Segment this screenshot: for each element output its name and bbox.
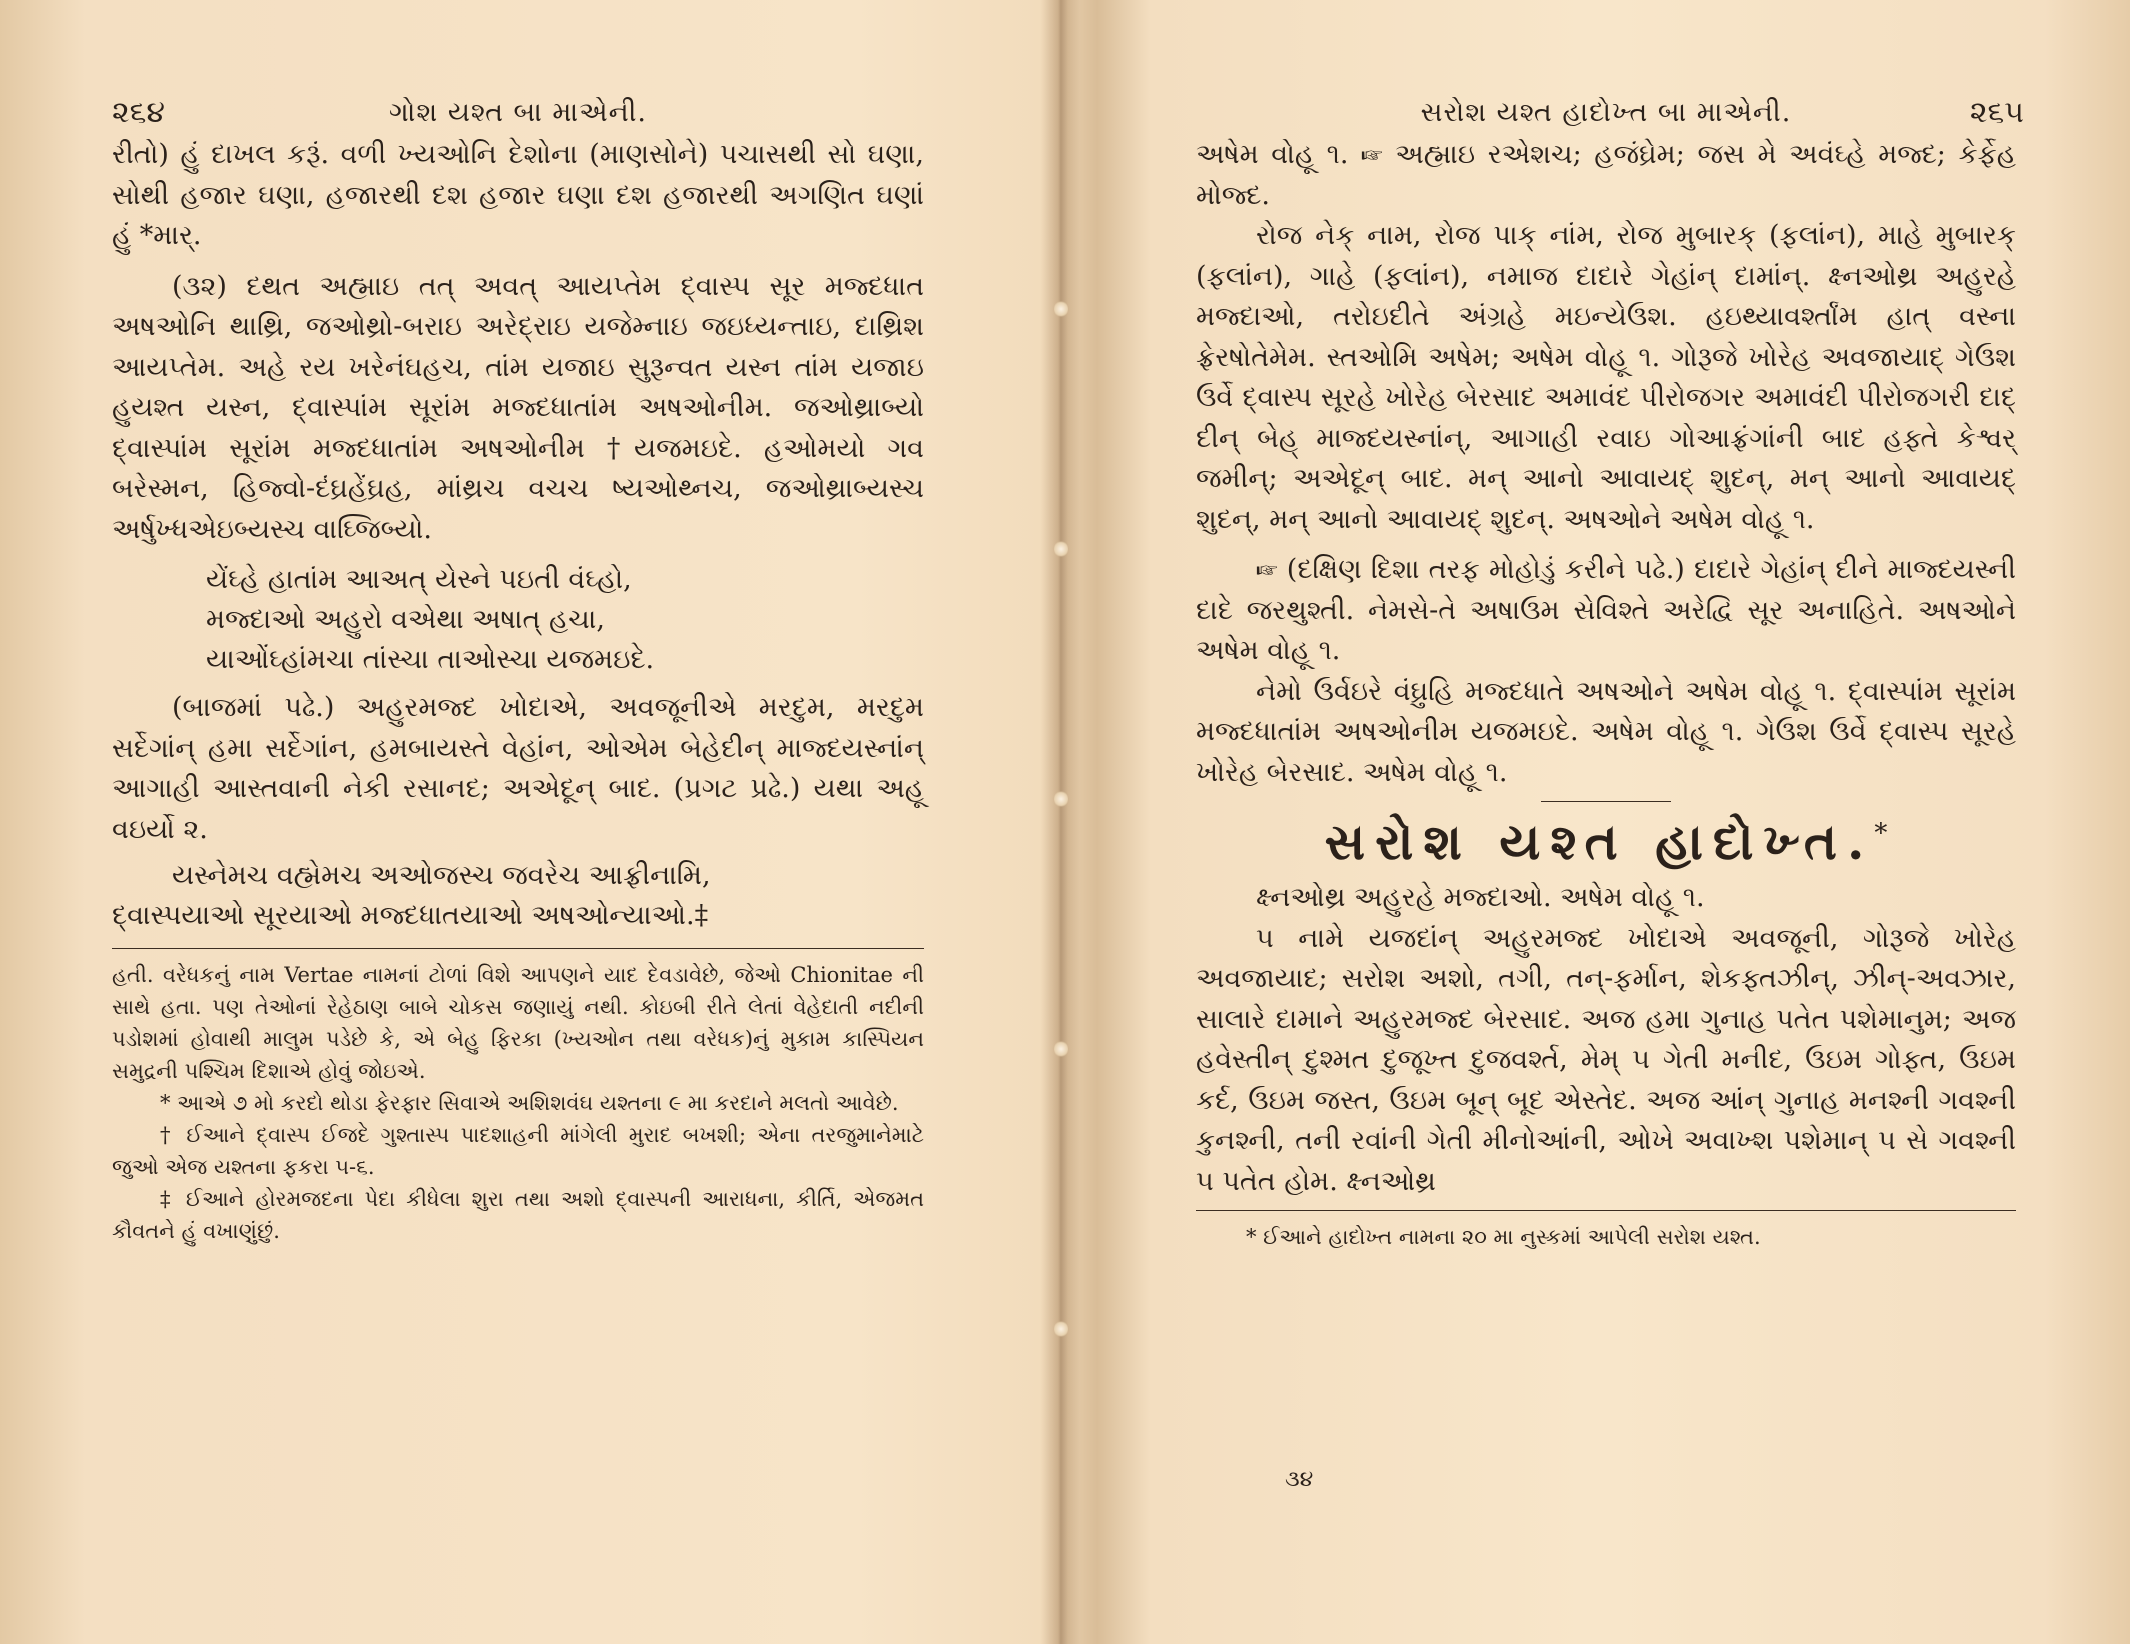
running-title: ગોશ યશ્ત બા માએની. <box>388 97 648 128</box>
right-body <box>1196 135 2016 793</box>
right-page <box>1196 95 2024 1253</box>
binding-stitch <box>1054 790 1068 808</box>
footnote-divider <box>112 948 924 949</box>
section-divider <box>1541 801 1671 802</box>
running-title: સરોશ યશ્ત હાદોખ્ત બા માએની. <box>1420 97 1792 128</box>
footnote: * ઈઆને હાદોખ્ત નામના ૨૦ મા નુસ્કમાં આપેલી સરોશ યશ્ત. <box>1246 1225 1761 1249</box>
left-body-2 <box>112 688 924 850</box>
verse-block <box>112 560 924 680</box>
paragraph: (બાજમાં પઢે.) અહુરમજ્દ ખોદાએ, અવજૂનીએ મરદુમ, મરદુમ સર્દેગાંન્ હમા સર્દેગાંન, હમબાયસ્તે વેહાંન, ઓએમ બેહેદીન્ માજ્દયસ્નાંન્ આગાહી આસ્તવાની નેકી રસાનદ; અએદૂન્ બાદ. (પ્રગટ પ્રઢે.) યથા અહૂ વઇર્યો ૨. <box>112 692 924 845</box>
section-title-text: સરોશ યશ્ત હાદોખ્ત. <box>1324 812 1875 871</box>
footnotes <box>1196 1221 2016 1253</box>
footnote: હતી. વરેધકનું નામ Vertae નામનાં ટોળાં વિશે આપણને યાદ દેવડાવેછે, જેઓ Chionitae ની સાથે હતા. પણ તેઓનાં રેહેઠાણ બાબે ચોકસ જણાયું નથી. કોઇબી રીતે લેતાં વેહેદાતી નદીની પડોશમાં હોવાથી માલુમ પડેછે કે, એ બેહુ ફિરકા (ખ્યઓન તથા વરેધક)નું મુકામ કાસ્પિયન સમુદ્રની પશ્ચિમ દિશાએ હોવું જોઇએ. <box>112 963 924 1083</box>
binding-stitch <box>1054 1040 1068 1058</box>
signature-mark: ૩૪ <box>1285 1467 1314 1492</box>
section-body <box>1196 878 2016 1202</box>
paragraph: ૫ નામે યજદાંન્ અહુરમજ્દ ખોદાએ અવજૂની, ગોરૂજે ખોરેહ અવજાયાદ; સરોશ અશો, તગી, તન્-ફર્માન, શેકફ્તઝીન્, ઝીન્-અવઝાર, સાલારે દામાને અહુરમજ્દ બેરસાદ. અજ હમા ગુનાહ પતેત પશેમાનુમ; અજ હવેસ્તીન્ દુશ્મત દુજૂખ્ત દુજવર્શ્ત, મેમ્ ૫ ગેતી મનીદ, ઉઇમ ગોફ્ત, ઉઇમ કર્દ, ઉઇમ જસ્ત, ઉઇમ બૂન્ બૂદ એસ્તેદ. અજ આંન્ ગુનાહ મનશ્ની ગવશ્ની કુનશ્ની, તની રવાંની ગેતી મીનોઆંની, ઓખે અવાખ્શ પશેમાન્ ૫ સે ગવશ્ની ૫ પતેત હોમ. ક્ષ્નઓથ્ર <box>1196 922 2016 1197</box>
running-head <box>1196 95 2024 135</box>
verse-line: દ્‌વાસ્પયાઓ સૂરયાઓ મજ્દધાતયાઓ અષઓન્યાઓ.‡ <box>112 900 709 931</box>
verse-line: યાઓંઘ્હાંમચા તાંસ્ચા તાઓસ્ચા યજમઇદે. <box>206 644 655 675</box>
left-page <box>112 95 924 1247</box>
closing-verse <box>112 856 924 936</box>
binding-stitch <box>1054 300 1068 318</box>
book-gutter <box>1040 0 1080 1644</box>
binding-stitch <box>1054 540 1068 558</box>
footnote-divider <box>1196 1210 2016 1211</box>
paragraph: રીતો) હું દાખલ કરૂં. વળી ખ્યઓનિ દેશોના (માણસોને) પચાસથી સો ઘણા, સોથી હજાર ઘણા, હજારથી દશ હજાર ઘણા દશ હજારથી અગણિત ઘણાં હું *માર્‌. <box>112 139 924 251</box>
paragraph: ક્ષ્નઓથ્ર અહુરહે મજ્દાઓ. અષેમ વોહૂ ૧. <box>1256 882 1705 913</box>
footnote-marker: * <box>1874 818 1888 849</box>
paragraph: નેમો ઉર્વઇરે વંઘ્રુહિ મજ્દધાતે અષઓને અષેમ વોહૂ ૧. દ્‌વાસ્પાંમ સૂરાંમ મજ્દધાતાંમ અષઓનીમ યજમઇદે. અષેમ વોહૂ ૧. ગેઉશ ઉર્વે દ્‌વાસ્પ સૂરહે ખોરેહ બેરસાદ. અષેમ વોહૂ ૧. <box>1196 675 2016 788</box>
paragraph: ☞ (દક્ષિણ દિશા તરફ મોહોડું કરીને પઢે.) દાદારે ગેહાંન્ દીને માજ્દયસ્ની દાદે જરથુશ્તી. નેમસે-તે અષાઉમ સેવિશ્તે અરેદ્વિ સૂર અનાહિતે. અષઓને અષેમ વોહૂ ૧. <box>1196 554 2016 666</box>
footnote: † ઈઆને દ્‌વાસ્પ ઈજદે ગુશ્તાસ્પ પાદશાહની માંગેલી મુરાદ બખશી; એના તરજુમાનેમાટે જુઓ એજ યશ્તના ફકરા ૫-૬. <box>112 1123 924 1179</box>
left-body <box>112 135 924 550</box>
verse-line: મજ્દાઓ અહુરો વએથા અષાત્ હચા, <box>206 604 605 635</box>
binding-stitch <box>1054 1320 1068 1338</box>
paragraph: રોજ નેક્ નામ, રોજ પાક્ નાંમ, રોજ મુબારક્ (ફલાંન), માહે મુબારક્ (ફલાંન), ગાહે (ફલાંન), નમાજ દાદારે ગેહાંન્ દામાંન્. ક્ષ્નઓથ્ર અહુરહે મજ્દાઓ, તરોઇદીતે અંગ્રહે મઇન્યેઉશ. હઇથ્યાવર્શ્તાંમ હાત્ વસ્ના ફ્રેરષોતેમેમ. સ્તઓમિ અષેમ; અષેમ વોહૂ ૧. ગોરૂજે ખોરેહ અવજાયાદ્ ગેઉશ ઉર્વે દ્‌વાસ્પ સૂરહે ખોરેહ બેરસાદ અમાવંદ પીરોજગર અમાવંદી પીરોજગરી દાદ્ દીન્ બેહ્ માજ્દયસ્નાંન્, આગાહી રવાઇ ગોઆફ્રંગાંની બાદ હફ્તે કેશ્વર્ જમીન્; અએદૂન્ બાદ. મન્ આનો આવાયદ્ શુદન્, મન્ આનો આવાયદ્ શુદન્, મન્ આનો આવાયદ્ શુદન્. અષઓને અષેમ વોહૂ ૧. <box>1196 220 2016 535</box>
verse-line: યેંઘ્હે હાતાંમ આઅત્ યેસ્ને પઇતી વંઘ્હો, <box>206 564 632 595</box>
footnotes <box>112 959 924 1247</box>
paragraph: (૩૨) દથત અહ્માઇ તત્ અવત્ આયપ્તેમ દ્‌વાસ્પ સૂર મજ્દધાત અષઓનિ થાથ્રિ, જઓથ્રો-બરાઇ અરેદ્‌રાઇ યજેમ્નાઇ જઇધ્યન્તાઇ, દાથ્રિશ આયપ્તેમ. અહે રય ખરેનંઘહચ, તાંમ યજાઇ સુરૂન્વત યસ્ન તાંમ યજાઇ હુયશ્ત યસ્ન, દ્‌વાસ્પાંમ સૂરાંમ મજ્દધાતાંમ અષઓનીમ. જઓથ્રાબ્યો દ્‌વાસ્પાંમ સૂરાંમ મજ્દધાતાંમ અષઓનીમ †યજમઇદે. હઓમયો ગવ બરેસ્મન, હિજ્વો-દંઘ્રહેંઘ્રહ, માંથ્રચ વચચ ષ્યઓથ્નચ, જઓથ્રાબ્યસ્ચ અર્ષુખ્ધએઇબ્યસ્ચ વાઘ્જિબ્યો. <box>112 270 924 545</box>
running-head <box>112 95 924 135</box>
section-title <box>1196 812 2016 872</box>
page-number: ૨૬૫ <box>1969 95 2024 130</box>
paragraph: અષેમ વોહૂ ૧. ☞ અહ્માઇ રએશચ; હજંઘ્રેમ; જસ મે અવંઘ્હે મજ્દ; કેર્ફેહ મોજ્દ. <box>1196 139 2016 211</box>
page-number: ૨૬૪ <box>112 95 166 130</box>
footnote: ‡ ઈઆને હોરમજદના પેદા કીધેલા શુરા તથા અશો દ્‌વાસ્પની આરાધના, કીર્તિ, એજમત કૌવતને હું વખાણુંછું. <box>112 1187 924 1243</box>
footnote: * આએ ૭ મો કરદો થોડા ફેરફાર સિવાએ અશિશવંઘ યશ્તના ૯ મા કરદાને મલતો આવેછે. <box>160 1091 899 1115</box>
verse-line: યસ્નેમચ વહ્મેમચ અઓજસ્ચ જવરેચ આફ્રીનામિ, <box>172 860 711 891</box>
